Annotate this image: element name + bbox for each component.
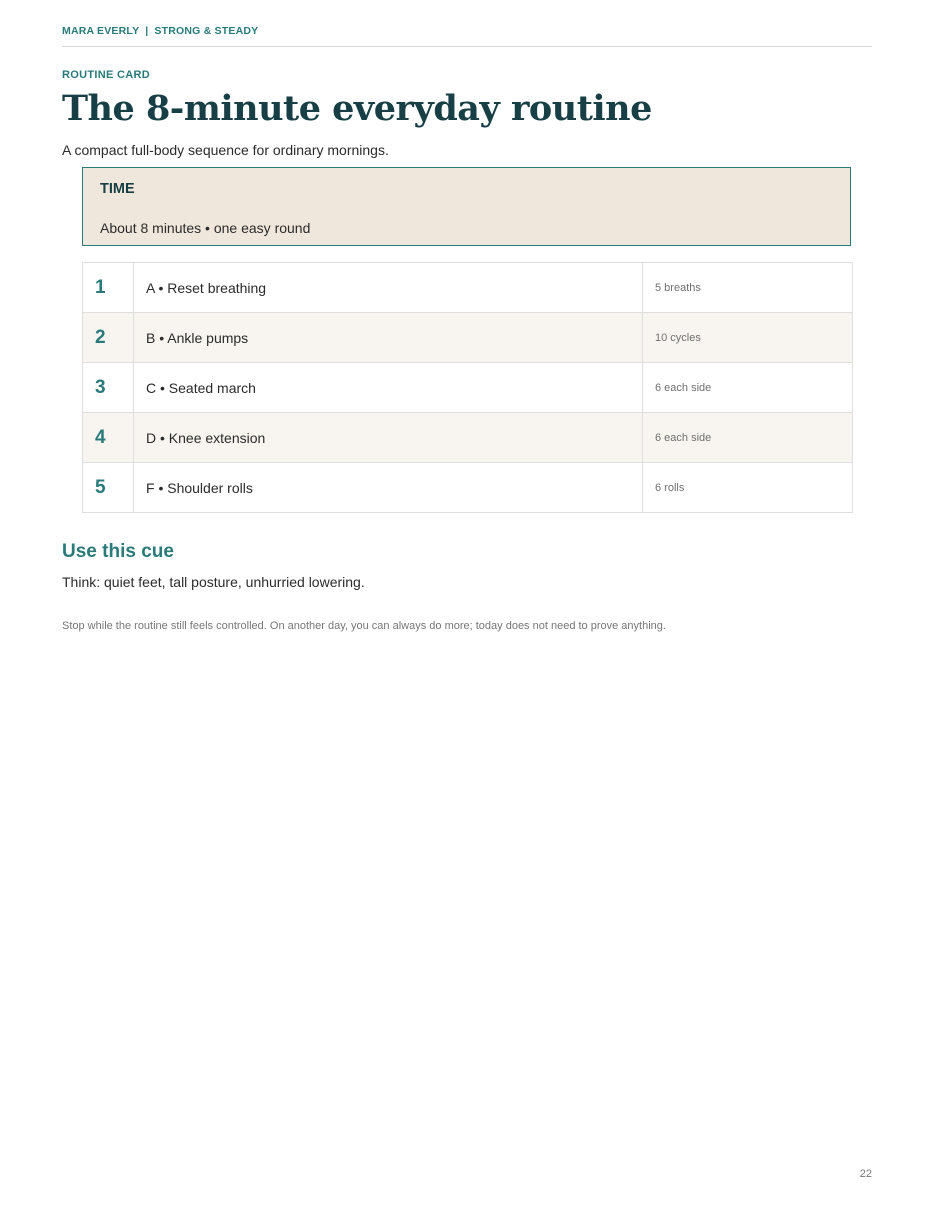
step-number: 2 — [83, 313, 134, 363]
author-name: MARA EVERLY — [62, 25, 140, 37]
step-exercise: C • Seated march — [134, 363, 643, 413]
cue-text: Think: quiet feet, tall posture, unhurried lowering. — [62, 574, 365, 590]
step-number: 1 — [83, 263, 134, 313]
table-row — [83, 463, 853, 513]
page-subtitle: A compact full-body sequence for ordinary mornings. — [62, 142, 389, 158]
table-row — [83, 313, 853, 363]
step-exercise: D • Knee extension — [134, 413, 643, 463]
cue-heading: Use this cue — [62, 541, 174, 562]
time-callout — [82, 167, 851, 246]
step-dose: 6 each side — [643, 413, 853, 463]
table-row — [83, 413, 853, 463]
table-row — [83, 363, 853, 413]
step-exercise: B • Ankle pumps — [134, 313, 643, 363]
time-value: About 8 minutes • one easy round — [100, 220, 311, 236]
time-label: TIME — [100, 181, 135, 197]
header-divider — [62, 46, 872, 47]
book-title: STRONG & STEADY — [154, 25, 259, 37]
step-exercise: F • Shoulder rolls — [134, 463, 643, 513]
step-dose: 6 rolls — [643, 463, 853, 513]
step-dose: 6 each side — [643, 363, 853, 413]
step-exercise: A • Reset breathing — [134, 263, 643, 313]
step-number: 3 — [83, 363, 134, 413]
table-row — [83, 263, 853, 313]
safety-note: Stop while the routine still feels controlled. On another day, you can always do more; today does not need to prove anything. — [62, 620, 666, 632]
routine-steps-table — [82, 262, 853, 513]
step-number: 4 — [83, 413, 134, 463]
running-header — [62, 25, 872, 37]
step-dose: 5 breaths — [643, 263, 853, 313]
section-eyebrow: ROUTINE CARD — [62, 69, 150, 81]
page-title: The 8-minute everyday routine — [62, 88, 652, 129]
step-dose: 10 cycles — [643, 313, 853, 363]
header-separator: | — [145, 25, 149, 37]
step-number: 5 — [83, 463, 134, 513]
page-number: 22 — [859, 1168, 872, 1180]
